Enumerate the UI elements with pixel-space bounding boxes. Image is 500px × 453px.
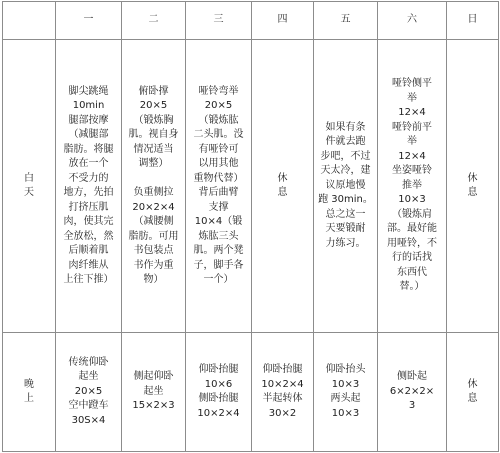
cell-text-line: 背后曲臂 [198,187,239,198]
cell-text-line: 情况适当 [133,143,174,155]
cell-text-line: 30×2 [268,407,297,419]
night-row [3,333,499,452]
cell-text-line: 子，脚手各 [193,259,244,271]
cell-text-line: 10×4（锻 [194,216,243,227]
cell-text-line: 坐姿哑铃 [392,165,432,177]
cell-text-line: 20×5 [74,385,103,397]
schedule-cell-day-4 [252,333,314,452]
cell-text-line: 侧起仰卧 [133,371,174,383]
cell-text-line: 腿部按摩 [68,114,109,126]
row-label-line: 白 [24,172,34,184]
header-day-7: 日 [447,2,499,40]
cell-text-line: 10×6 [204,378,233,390]
cell-text-line: 起坐 [78,371,99,383]
cell-text-line: 打挤压肌 [68,201,109,213]
cell-text-line: 二头肌。没 [193,129,244,140]
cell-text-line: 息 [277,187,288,198]
row-label [3,333,56,452]
cell-text-line: 重物代替） [193,172,244,184]
schedule-cell-day-7 [447,333,499,452]
cell-text-line: 10×3 [331,378,360,390]
cell-text-line: 炼肱三头 [198,230,239,242]
cell-text-line: 以用其他 [198,158,239,169]
cell-text-line: 20×5 [204,100,233,111]
cell-text-line: 行的话找 [392,252,432,264]
cell-text-line: 推举 [402,179,422,191]
schedule-cell-day-5 [314,333,378,452]
schedule-cell-day-1 [56,333,122,452]
cell-text-line: 一个） [203,274,234,285]
header-day-5: 五 [314,2,378,40]
schedule-cell-day-3 [186,40,252,333]
cell-text-line: 替。） [399,281,425,293]
cell-text-line: 天要锻耐 [325,223,366,235]
row-label-line: 晚 [24,378,34,390]
header-day-4: 四 [252,2,314,40]
cell-text-line: 休 [467,172,478,184]
cell-text-line: （锻炼胸 [133,114,174,126]
cell-text-line: 肉纤维从 [68,259,109,271]
cell-text-line: （减腰侧 [133,216,174,227]
cell-text-line: 两头起 [330,393,361,404]
cell-text-line: 天太冷，建 [320,165,371,177]
cell-text-line: （锻炼肩 [392,208,432,220]
header-corner-cell [3,2,56,40]
cell-text-line: 20×5 [139,100,168,111]
cell-text-line [152,172,155,187]
cell-text-line: 息 [467,393,478,404]
cell-text-line: 后顺着肌 [68,245,109,256]
cell-text-line: 哑铃侧平 [392,78,432,90]
schedule-cell-day-3 [186,333,252,452]
schedule-cell-day-1 [56,40,122,333]
cell-text-line: 书包装点 [133,245,174,256]
cell-text-line: 哑铃前平 [392,121,432,133]
cell-text-line: 6×2×2× [389,385,435,397]
cell-text-line: 脂肪。可用 [128,230,179,242]
schedule-cell-day-2 [122,333,186,452]
cell-text-line: 息 [467,187,478,198]
cell-text-line: 传统仰卧 [68,356,109,368]
cell-text-line: 东西代 [397,266,427,278]
cell-text-line: 哑铃弯举 [198,85,239,97]
cell-text-line: 起坐 [143,385,164,397]
cell-text-line: 件就去跑 [325,136,366,148]
cell-text-line: 12×4 [398,150,426,162]
cell-text-line: 休 [467,378,478,390]
cell-text-line: 部。最好能 [387,223,437,235]
row-label-line: 上 [24,393,34,404]
header-day-1: 一 [56,2,122,40]
cell-text-line: 肉，使其完 [63,216,114,227]
cell-text-line: 负重侧拉 [133,187,174,198]
day-row [3,40,499,333]
cell-text-line: 调整） [138,158,169,169]
cell-text-line: 上往下推） [63,274,114,285]
cell-text-line: 支撑 [208,201,229,213]
cell-text-line: 肌。视自身 [128,129,179,140]
schedule-cell-day-6 [378,40,447,333]
cell-text-line: 脂肪。将腿 [63,143,114,155]
cell-text-line: 15×2×3 [132,400,175,412]
cell-text-line: 10min [72,100,105,111]
cell-text-line: 空中蹬车 [68,400,109,412]
cell-text-line: 10×3 [398,194,426,206]
cell-text-line: 12×4 [398,107,426,119]
cell-text-line: 力练习。 [325,237,366,249]
cell-text-line: 脚尖跳绳 [68,85,109,97]
workout-schedule-table [2,1,499,452]
cell-text-line: 仰卧抬腿 [198,364,239,375]
cell-text-line: （锻炼肱 [198,114,239,126]
cell-text-line: 全放松，然 [63,230,114,242]
cell-text-line: 地方，先拍 [63,187,114,198]
cell-text-line: 不受力的 [68,172,109,184]
header-day-3: 三 [186,2,252,40]
row-label-line: 天 [24,187,34,198]
cell-text-line: 仰卧抬头 [325,364,366,375]
schedule-cell-day-2 [122,40,186,333]
schedule-cell-day-7 [447,40,499,333]
cell-text-line: 书作为重 [133,259,174,271]
cell-text-line: 跑 30min。 [318,194,373,206]
cell-text-line: 20×2×4 [132,201,175,213]
cell-text-line: 步吧，不过 [320,150,371,162]
cell-text-line: 用哑铃，不 [387,237,437,249]
schedule-cell-day-5 [314,40,378,333]
schedule-cell-day-6 [378,333,447,452]
cell-text-line: 半起转体 [262,393,303,404]
cell-text-line: 俯卧撑 [138,85,169,97]
cell-text-line: 举 [407,136,417,148]
cell-text-line: 30S×4 [71,414,106,426]
cell-text-line: 有哑铃可 [198,143,239,155]
cell-text-line: 议原地慢 [325,179,366,191]
cell-text-line: 10×2×4 [261,378,304,390]
header-day-2: 二 [122,2,186,40]
cell-text-line: 总之这一 [325,208,366,220]
cell-text-line: 物） [143,274,164,285]
header-day-6: 六 [378,2,447,40]
header-row [3,2,499,40]
cell-text-line: 举 [407,92,417,104]
cell-text-line: 10×3 [331,407,360,419]
cell-text-line: 侧卧起 [397,371,427,383]
cell-text-line: 仰卧抬腿 [262,364,303,375]
cell-text-line: 放在一个 [68,158,109,169]
cell-text-line: 侧卧抬腿 [198,393,239,404]
cell-text-line: 肌。两个凳 [193,245,244,256]
row-label [3,40,56,333]
cell-text-line: 3 [408,400,416,412]
cell-text-line: （减腿部 [68,129,109,140]
cell-text-line: 10×2×4 [197,407,240,419]
cell-text-line: 休 [277,172,288,184]
cell-text-line: 如果有条 [325,121,366,133]
schedule-cell-day-4 [252,40,314,333]
